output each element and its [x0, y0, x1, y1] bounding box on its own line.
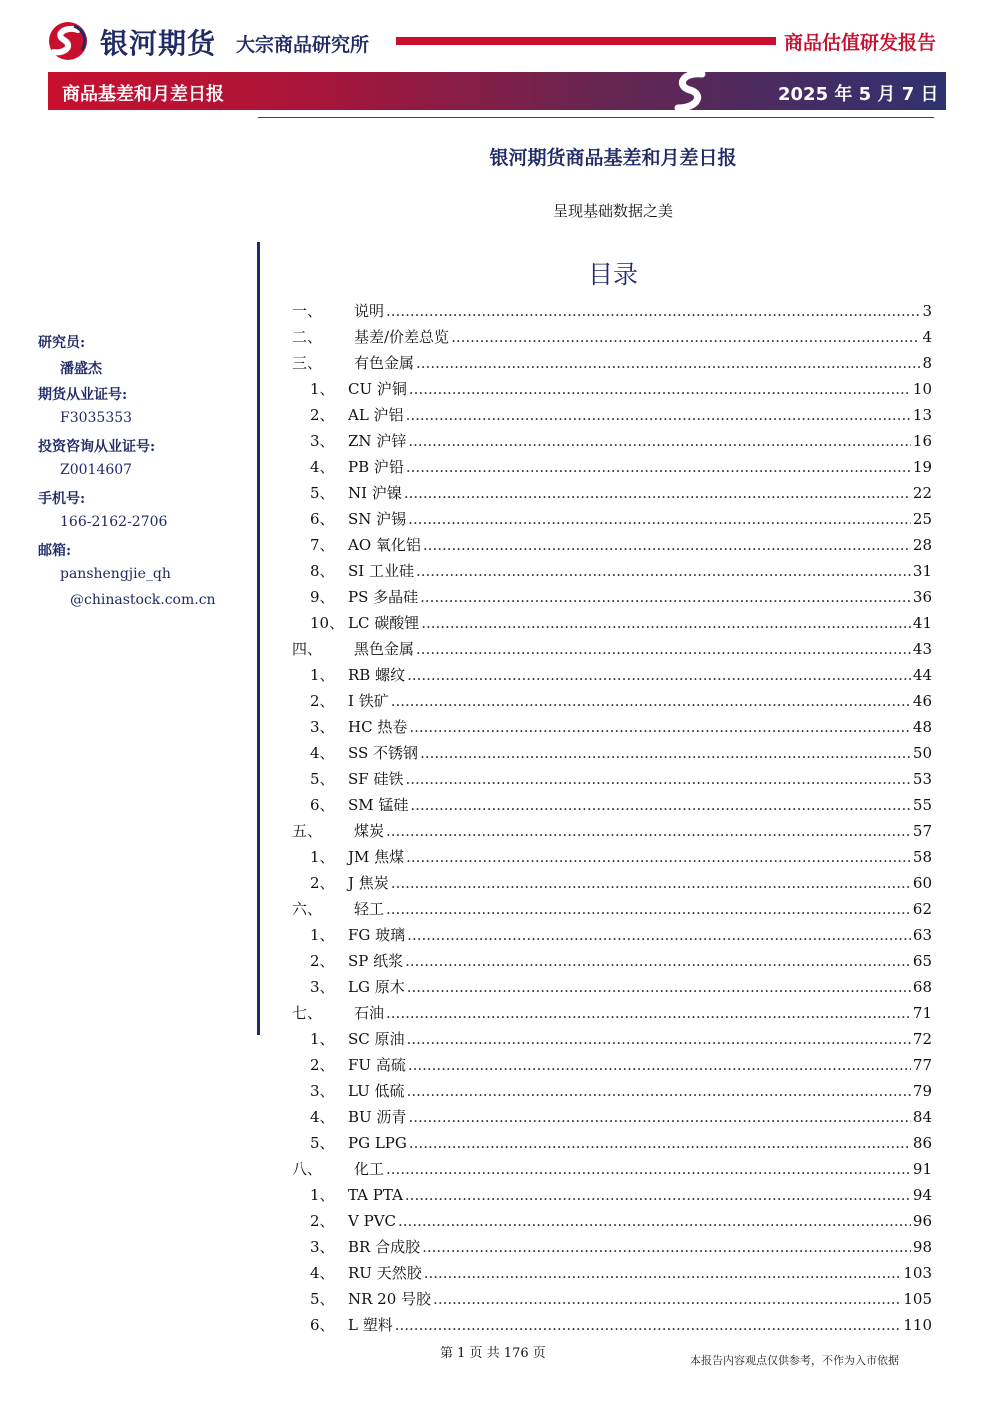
toc-entry-page: 103 — [903, 1264, 932, 1282]
toc-entry-label: V PVC — [348, 1212, 397, 1230]
toc-entry[interactable] — [292, 612, 932, 636]
toc-entry[interactable] — [292, 1184, 932, 1208]
toc-entry-label: 黑色金属 — [354, 640, 415, 658]
toc-entry[interactable] — [292, 976, 932, 1000]
toc-leader-dots — [405, 1186, 911, 1204]
toc-entry-label: 基差/价差总览 — [354, 328, 450, 346]
toc-entry-number: 3、 — [310, 1238, 335, 1256]
toc-entry[interactable] — [292, 534, 932, 558]
toc-leader-dots — [405, 952, 911, 970]
toc-entry[interactable] — [292, 846, 932, 870]
toc-entry-number: 7、 — [310, 536, 335, 554]
toc-entry-label: NI 沪镍 — [348, 484, 402, 502]
toc-entry-label: 煤炭 — [354, 822, 385, 840]
toc-entry-number: 4、 — [310, 744, 335, 762]
toc-entry-page: 105 — [903, 1290, 932, 1308]
toc-leader-dots — [423, 536, 911, 554]
toc-entry-page: 79 — [912, 1082, 932, 1100]
toc-entry-label: NR 20 号胶 — [348, 1290, 432, 1308]
toc-leader-dots — [391, 874, 911, 892]
toc-entry-number: 4、 — [310, 1264, 335, 1282]
toc-entry-page: 25 — [912, 510, 932, 528]
toc-leader-dots — [386, 1004, 911, 1022]
toc-entry[interactable] — [292, 690, 932, 714]
email-line-2[interactable]: @chinastock.com.cn — [70, 592, 216, 608]
sidebar-divider — [257, 242, 260, 1035]
researcher-label: 研究员: — [38, 335, 86, 351]
toc-entry-page: 31 — [912, 562, 932, 580]
toc-entry-number: 1、 — [310, 666, 335, 684]
toc-leader-dots — [391, 692, 911, 710]
toc-entry[interactable] — [292, 560, 932, 584]
phone-value: 166-2162-2706 — [60, 514, 168, 530]
toc-entry-number: 五、 — [292, 822, 323, 840]
toc-entry[interactable] — [292, 1028, 932, 1052]
toc-entry-number: 5、 — [310, 484, 335, 502]
toc-entry-number: 9、 — [310, 588, 335, 606]
toc-entry-number: 1、 — [310, 926, 335, 944]
toc-entry-page: 63 — [912, 926, 932, 944]
toc-entry-page: 110 — [903, 1316, 932, 1334]
toc-entry-number: 2、 — [310, 1056, 335, 1074]
toc-entry-number: 3、 — [310, 978, 335, 996]
toc-entry-label: 有色金属 — [354, 354, 415, 372]
toc-leader-dots — [451, 328, 920, 346]
toc-entry-label: ZN 沪锌 — [348, 432, 407, 450]
toc-entry-page: 13 — [912, 406, 932, 424]
toc-entry[interactable] — [292, 872, 932, 896]
toc-entry-number: 二、 — [292, 328, 323, 346]
toc-leader-dots — [433, 1290, 901, 1308]
toc-leader-dots — [416, 562, 911, 580]
advisory-cert-label: 投资咨询从业证号: — [38, 439, 156, 455]
toc-entry-number: 3、 — [310, 432, 335, 450]
toc-leader-dots — [416, 640, 911, 658]
toc-entry-page: 72 — [912, 1030, 932, 1048]
toc-heading: 目录 — [587, 260, 638, 289]
toc-entry-label: SP 纸浆 — [348, 952, 404, 970]
toc-leader-dots — [422, 1238, 911, 1256]
institute-name: 大宗商品研究所 — [236, 34, 370, 56]
toc-leader-dots — [408, 1108, 910, 1126]
toc-entry-page: 62 — [912, 900, 932, 918]
toc-entry-page: 57 — [912, 822, 932, 840]
toc-entry-label: TA PTA — [348, 1186, 403, 1204]
toc-entry[interactable] — [292, 1054, 932, 1078]
toc-entry[interactable] — [292, 794, 932, 818]
toc-entry-number: 4、 — [310, 458, 335, 476]
toc-entry-label: LU 低硫 — [348, 1082, 405, 1100]
toc-entry-number: 6、 — [310, 796, 335, 814]
toc-entry-label: I 铁矿 — [348, 692, 389, 710]
toc-entry-label: 轻工 — [354, 900, 385, 918]
toc-entry-page: 55 — [912, 796, 932, 814]
toc-entry-page: 60 — [912, 874, 932, 892]
toc-entry-page: 77 — [912, 1056, 932, 1074]
toc-entry-page: 10 — [912, 380, 932, 398]
toc-entry[interactable] — [292, 482, 932, 506]
toc-entry-number: 5、 — [310, 1134, 335, 1152]
toc-entry-page: 19 — [912, 458, 932, 476]
toc-entry-number: 1、 — [310, 380, 335, 398]
toc-entry-label: PS 多晶硅 — [348, 588, 419, 606]
toc-entry-number: 6、 — [310, 510, 335, 528]
toc-entry[interactable] — [292, 404, 932, 428]
toc-entry[interactable] — [292, 742, 932, 766]
toc-entry-number: 2、 — [310, 406, 335, 424]
toc-leader-dots — [407, 1082, 911, 1100]
page-indicator: 第 1 页 共 176 页 — [440, 1346, 546, 1361]
toc-entry-number: 3、 — [310, 718, 335, 736]
toc-entry-number: 八、 — [292, 1160, 323, 1178]
toc-entry-label: 化工 — [354, 1160, 385, 1178]
toc-entry[interactable] — [292, 456, 932, 480]
toc-entry[interactable] — [292, 1158, 932, 1182]
toc-leader-dots — [406, 848, 911, 866]
toc-entry-label: SF 硅铁 — [348, 770, 404, 788]
toc-leader-dots — [409, 1134, 911, 1152]
phone-label: 手机号: — [38, 491, 86, 507]
toc-entry-label: LG 原木 — [348, 978, 405, 996]
toc-entry-page: 16 — [912, 432, 932, 450]
toc-entry-number: 1、 — [310, 1030, 335, 1048]
banner-title: 商品基差和月差日报 — [62, 84, 224, 105]
report-date: 2025 年 5 月 7 日 — [778, 84, 939, 105]
toc-entry-page: 4 — [922, 328, 932, 346]
toc-entry-number: 4、 — [310, 1108, 335, 1126]
toc-entry-number: 10、 — [310, 614, 345, 632]
toc-leader-dots — [420, 744, 911, 762]
toc-leader-dots — [386, 302, 920, 320]
toc-entry-label: SC 原油 — [348, 1030, 405, 1048]
toc-entry-number: 3、 — [310, 1082, 335, 1100]
toc-entry-label: BR 合成胶 — [348, 1238, 421, 1256]
toc-leader-dots — [408, 432, 911, 450]
toc-leader-dots — [421, 614, 911, 632]
toc-entry-page: 44 — [912, 666, 932, 684]
toc-entry[interactable] — [292, 1236, 932, 1260]
toc-entry[interactable] — [292, 586, 932, 610]
toc-entry-page: 28 — [912, 536, 932, 554]
toc-entry[interactable] — [292, 638, 932, 662]
toc-leader-dots — [424, 1264, 902, 1282]
toc-leader-dots — [408, 510, 911, 528]
toc-leader-dots — [407, 978, 911, 996]
toc-entry[interactable] — [292, 300, 932, 324]
toc-entry-label: FU 高硫 — [348, 1056, 406, 1074]
toc-entry-label: CU 沪铜 — [348, 380, 407, 398]
toc-entry-label: SN 沪锡 — [348, 510, 407, 528]
toc-entry-page: 36 — [912, 588, 932, 606]
toc-entry-page: 84 — [912, 1108, 932, 1126]
toc-leader-dots — [386, 900, 911, 918]
toc-entry[interactable] — [292, 1288, 932, 1312]
toc-entry-label: SM 锰硅 — [348, 796, 409, 814]
toc-leader-dots — [408, 1056, 911, 1074]
toc-entry[interactable] — [292, 664, 932, 688]
toc-entry[interactable] — [292, 950, 932, 974]
toc-entry-label: FG 玻璃 — [348, 926, 406, 944]
toc-entry-page: 53 — [912, 770, 932, 788]
toc-entry-number: 5、 — [310, 770, 335, 788]
toc-leader-dots — [405, 770, 910, 788]
toc-leader-dots — [398, 1212, 911, 1230]
disclaimer: 本报告内容观点仅供参考，不作为入市依据 — [690, 1354, 899, 1367]
toc-entry-label: L 塑料 — [348, 1316, 393, 1334]
toc-leader-dots — [386, 822, 911, 840]
galaxy-logo-icon — [44, 20, 92, 62]
toc-leader-dots — [416, 354, 920, 372]
toc-entry-number: 1、 — [310, 848, 335, 866]
toc-entry[interactable] — [292, 924, 932, 948]
toc-entry-page: 48 — [912, 718, 932, 736]
toc-leader-dots — [407, 1030, 911, 1048]
toc-entry-label: 石油 — [354, 1004, 385, 1022]
toc-entry[interactable] — [292, 898, 932, 922]
email-label: 邮箱: — [38, 543, 72, 559]
toc-entry-page: 50 — [912, 744, 932, 762]
toc-entry-page: 71 — [912, 1004, 932, 1022]
toc-entry[interactable] — [292, 352, 932, 376]
toc-entry[interactable] — [292, 1002, 932, 1026]
toc-entry[interactable] — [292, 820, 932, 844]
toc-entry-label: J 焦炭 — [348, 874, 389, 892]
toc-entry-number: 一、 — [292, 302, 323, 320]
toc-entry-page: 94 — [912, 1186, 932, 1204]
toc-entry-label: SI 工业硅 — [348, 562, 414, 580]
toc-leader-dots — [404, 484, 911, 502]
toc-entry-label: 说明 — [354, 302, 385, 320]
toc-entry-page: 8 — [922, 354, 932, 372]
futures-cert-value: F3035353 — [60, 410, 133, 426]
toc-entry-page: 91 — [912, 1160, 932, 1178]
toc-leader-dots — [409, 380, 911, 398]
toc-entry-number: 三、 — [292, 354, 323, 372]
toc-entry-page: 46 — [912, 692, 932, 710]
document-subtitle: 呈现基础数据之美 — [552, 202, 673, 220]
toc-entry-number: 2、 — [310, 874, 335, 892]
toc-entry-label: AL 沪铝 — [348, 406, 404, 424]
header-rule — [258, 117, 934, 118]
toc-entry-page: 96 — [912, 1212, 932, 1230]
toc-entry[interactable] — [292, 378, 932, 402]
toc-leader-dots — [407, 666, 911, 684]
toc-entry[interactable] — [292, 1080, 932, 1104]
toc-entry-number: 2、 — [310, 692, 335, 710]
researcher-name: 潘盛杰 — [60, 361, 102, 377]
toc-entry-page: 3 — [922, 302, 932, 320]
toc-leader-dots — [395, 1316, 902, 1334]
toc-leader-dots — [406, 458, 911, 476]
toc-entry-number: 2、 — [310, 1212, 335, 1230]
toc-entry-page: 22 — [912, 484, 932, 502]
toc-entry[interactable] — [292, 326, 932, 350]
toc-leader-dots — [410, 796, 911, 814]
toc-entry-page: 98 — [912, 1238, 932, 1256]
advisory-cert-value: Z0014607 — [60, 462, 133, 478]
toc-entry[interactable] — [292, 1210, 932, 1234]
toc-entry-label: SS 不锈钢 — [348, 744, 419, 762]
toc-entry-number: 七、 — [292, 1004, 323, 1022]
toc-entry-label: JM 焦煤 — [348, 848, 405, 866]
toc-entry[interactable] — [292, 1106, 932, 1130]
toc-entry-page: 86 — [912, 1134, 932, 1152]
toc-leader-dots — [420, 588, 911, 606]
toc-entry-label: HC 热卷 — [348, 718, 408, 736]
toc-entry-label: RB 螺纹 — [348, 666, 406, 684]
futures-cert-label: 期货从业证号: — [38, 387, 128, 403]
header-divider — [396, 37, 776, 45]
toc-entry-page: 68 — [912, 978, 932, 996]
toc-entry-number: 六、 — [292, 900, 323, 918]
toc-entry-label: AO 氧化铝 — [348, 536, 421, 554]
toc-entry[interactable] — [292, 768, 932, 792]
document-title: 银河期货商品基差和月差日报 — [489, 147, 737, 169]
toc-entry-number: 5、 — [310, 1290, 335, 1308]
email-line-1[interactable]: panshengjie_qh — [60, 566, 171, 582]
toc-entry-page: 43 — [912, 640, 932, 658]
toc-entry[interactable] — [292, 1132, 932, 1156]
toc-entry[interactable] — [292, 1262, 932, 1286]
toc-entry-label: RU 天然胶 — [348, 1264, 422, 1282]
toc-entry-number: 2、 — [310, 952, 335, 970]
toc-entry-number: 1、 — [310, 1186, 335, 1204]
brand-name: 银河期货 — [100, 27, 217, 60]
toc-entry-number: 6、 — [310, 1316, 335, 1334]
toc-entry-label: PG LPG — [348, 1134, 407, 1152]
toc-entry-label: PB 沪铅 — [348, 458, 404, 476]
toc-leader-dots — [386, 1160, 911, 1178]
swoosh-icon — [668, 68, 714, 114]
toc-entry-page: 41 — [912, 614, 932, 632]
toc-entry[interactable] — [292, 716, 932, 740]
toc-entry-page: 65 — [912, 952, 932, 970]
report-type: 商品估值研发报告 — [784, 32, 937, 54]
toc-leader-dots — [409, 718, 911, 736]
toc-entry-label: LC 碳酸锂 — [348, 614, 420, 632]
toc-entry[interactable] — [292, 1314, 932, 1338]
toc-entry-number: 四、 — [292, 640, 323, 658]
toc-entry-page: 58 — [912, 848, 932, 866]
toc-entry-number: 8、 — [310, 562, 335, 580]
toc-leader-dots — [407, 926, 911, 944]
toc-entry[interactable] — [292, 430, 932, 454]
toc-entry[interactable] — [292, 508, 932, 532]
toc-entry-label: BU 沥青 — [348, 1108, 407, 1126]
toc-leader-dots — [406, 406, 911, 424]
